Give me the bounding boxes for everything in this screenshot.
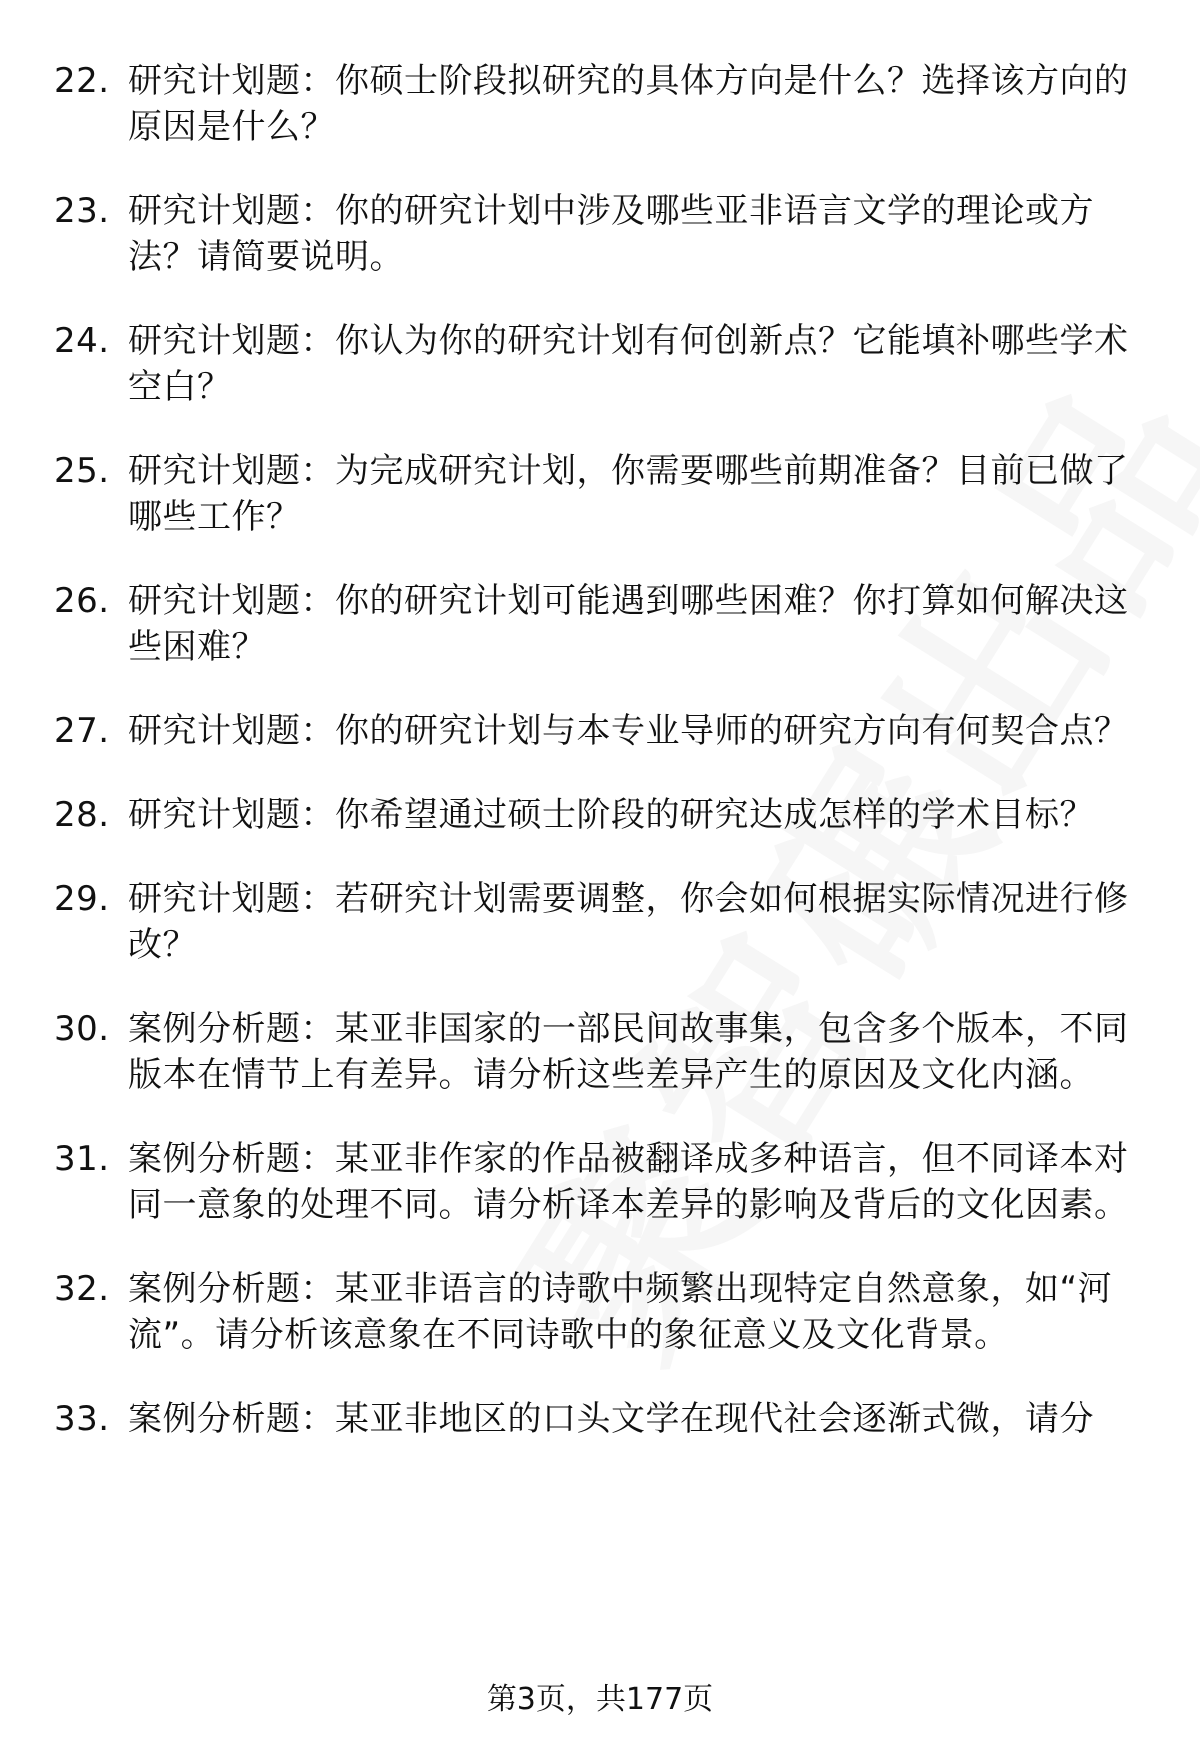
question-number: 24. (54, 321, 110, 361)
question-number: 28. (54, 795, 110, 835)
question-text: 案例分析题：某亚非国家的一部民间故事集，包含多个版本，不同版本在情节上有差异。请分析这些差异产生的原因及文化内涵。 (128, 1009, 1129, 1095)
question-text: 研究计划题：你硕士阶段拟研究的具体方向是什么？选择该方向的原因是什么？ (128, 61, 1129, 147)
list-item (0, 448, 1200, 540)
question-text: 案例分析题：某亚非作家的作品被翻译成多种语言，但不同译本对同一意象的处理不同。请分析译本差异的影响及背后的文化因素。 (128, 1139, 1129, 1225)
list-item (0, 58, 1200, 150)
question-text: 研究计划题：若研究计划需要调整，你会如何根据实际情况进行修改？ (128, 879, 1129, 965)
list-item (0, 578, 1200, 670)
question-text: 研究计划题：你希望通过硕士阶段的研究达成怎样的学术目标？ (128, 795, 1094, 835)
list-item (0, 1136, 1200, 1228)
question-number: 26. (54, 581, 110, 621)
question-number: 31. (54, 1139, 110, 1179)
list-item (0, 708, 1200, 754)
question-text: 研究计划题：你的研究计划可能遇到哪些困难？你打算如何解决这些困难？ (128, 581, 1129, 667)
question-number: 32. (54, 1269, 110, 1309)
list-item (0, 1396, 1200, 1442)
question-number: 33. (54, 1399, 110, 1439)
question-number: 25. (54, 451, 110, 491)
question-text: 研究计划题：你的研究计划中涉及哪些亚非语言文学的理论或方法？请简要说明。 (128, 191, 1094, 277)
question-list (0, 58, 1200, 1480)
list-item (0, 876, 1200, 968)
question-number: 23. (54, 191, 110, 231)
list-item (0, 1006, 1200, 1098)
question-number: 29. (54, 879, 110, 919)
question-text: 研究计划题：为完成研究计划，你需要哪些前期准备？目前已做了哪些工作？ (128, 451, 1129, 537)
list-item (0, 318, 1200, 410)
question-number: 30. (54, 1009, 110, 1049)
question-text: 案例分析题：某亚非语言的诗歌中频繁出现特定自然意象，如“河流”。请分析该意象在不同诗歌中的象征意义及文化背景。 (128, 1269, 1113, 1355)
question-number: 22. (54, 61, 110, 101)
question-number: 27. (54, 711, 110, 751)
question-text: 案例分析题：某亚非地区的口头文学在现代社会逐渐式微，请分 (128, 1399, 1094, 1439)
page-footer: 第3页，共177页 (486, 1682, 714, 1717)
question-text: 研究计划题：你认为你的研究计划有何创新点？它能填补哪些学术空白？ (128, 321, 1129, 407)
list-item (0, 1266, 1200, 1358)
question-text: 研究计划题：你的研究计划与本专业导师的研究方向有何契合点？ (128, 711, 1129, 751)
list-item (0, 792, 1200, 838)
list-item (0, 188, 1200, 280)
